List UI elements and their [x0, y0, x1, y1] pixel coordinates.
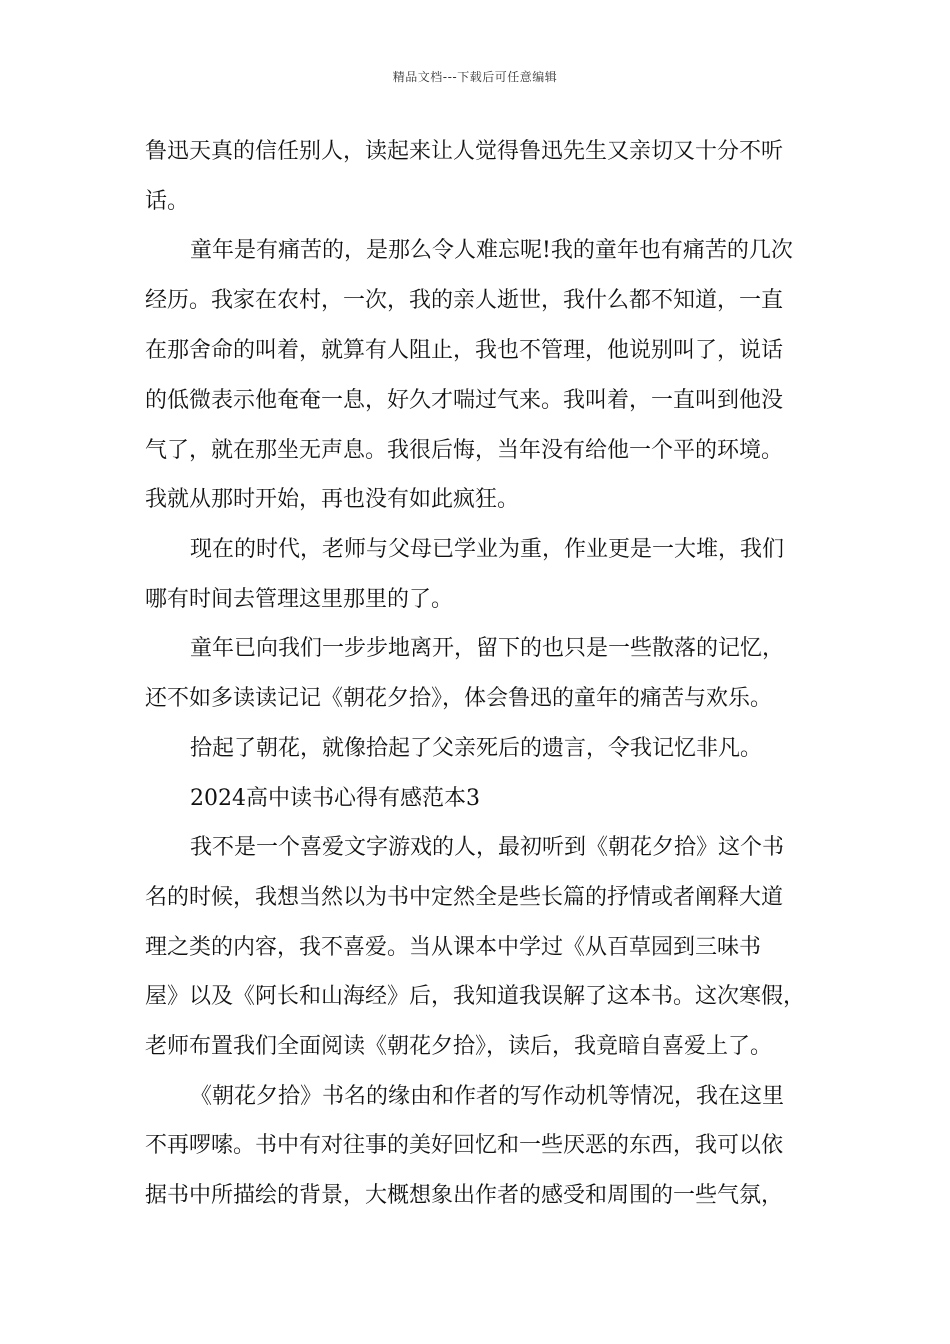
text-line: 理之类的内容，我不喜爱。当从课本中学过《从百草园到三味书	[145, 935, 762, 960]
text-line: 的低微表示他奄奄一息，好久才喘过气来。我叫着，一直叫到他没	[145, 388, 784, 413]
text-line: 还不如多读读记记《朝花夕拾》，体会鲁迅的童年的痛苦与欢乐。	[145, 686, 773, 711]
text-line: 我不是一个喜爱文字游戏的人，最初听到《朝花夕拾》这个书	[190, 835, 785, 860]
text-line: 我就从那时开始，再也没有如此疯狂。	[145, 487, 520, 512]
text-line: 老师布置我们全面阅读《朝花夕拾》，读后，我竟暗自喜爱上了。	[145, 1034, 773, 1059]
text-line: 经历。我家在农村，一次，我的亲人逝世，我什么都不知道，一直	[145, 288, 784, 313]
text-line: 哪有时间去管理这里那里的了。	[145, 587, 454, 612]
text-line: 童年是有痛苦的，是那么令人难忘呢!我的童年也有痛苦的几次	[190, 238, 793, 263]
text-line: 名的时候，我想当然以为书中定然全是些长篇的抒情或者阐释大道	[145, 885, 784, 910]
text-line: 话。	[145, 189, 190, 214]
text-line: 拾起了朝花，就像拾起了父亲死后的遗言，令我记忆非凡。	[190, 736, 763, 761]
page-header: 精品文档---下载后可任意编辑	[392, 70, 558, 84]
text-line: 不再啰嗦。书中有对往事的美好回忆和一些厌恶的东西，我可以依	[145, 1133, 784, 1158]
text-line: 童年已向我们一步步地离开，留下的也只是一些散落的记忆，	[190, 636, 785, 661]
text-line: 屋》以及《阿长和山海经》后，我知道我误解了这本书。这次寒假，	[145, 984, 806, 1009]
section-heading: 2024高中读书心得有感范本3	[190, 786, 480, 811]
text-line: 现在的时代，老师与父母已学业为重，作业更是一大堆，我们	[190, 537, 785, 562]
text-line: 据书中所描绘的背景，大概想象出作者的感受和周围的一些气氛，	[145, 1183, 784, 1208]
text-line: 气了，就在那坐无声息。我很后悔，当年没有给他一个平的环境。	[145, 438, 784, 463]
text-line: 在那舍命的叫着，就算有人阻止，我也不管理，他说别叫了，说话	[145, 338, 784, 363]
text-line: 鲁迅天真的信任别人，读起来让人觉得鲁迅先生又亲切又十分不听	[145, 139, 784, 164]
text-line: 《朝花夕拾》书名的缘由和作者的写作动机等情况，我在这里	[190, 1084, 785, 1109]
